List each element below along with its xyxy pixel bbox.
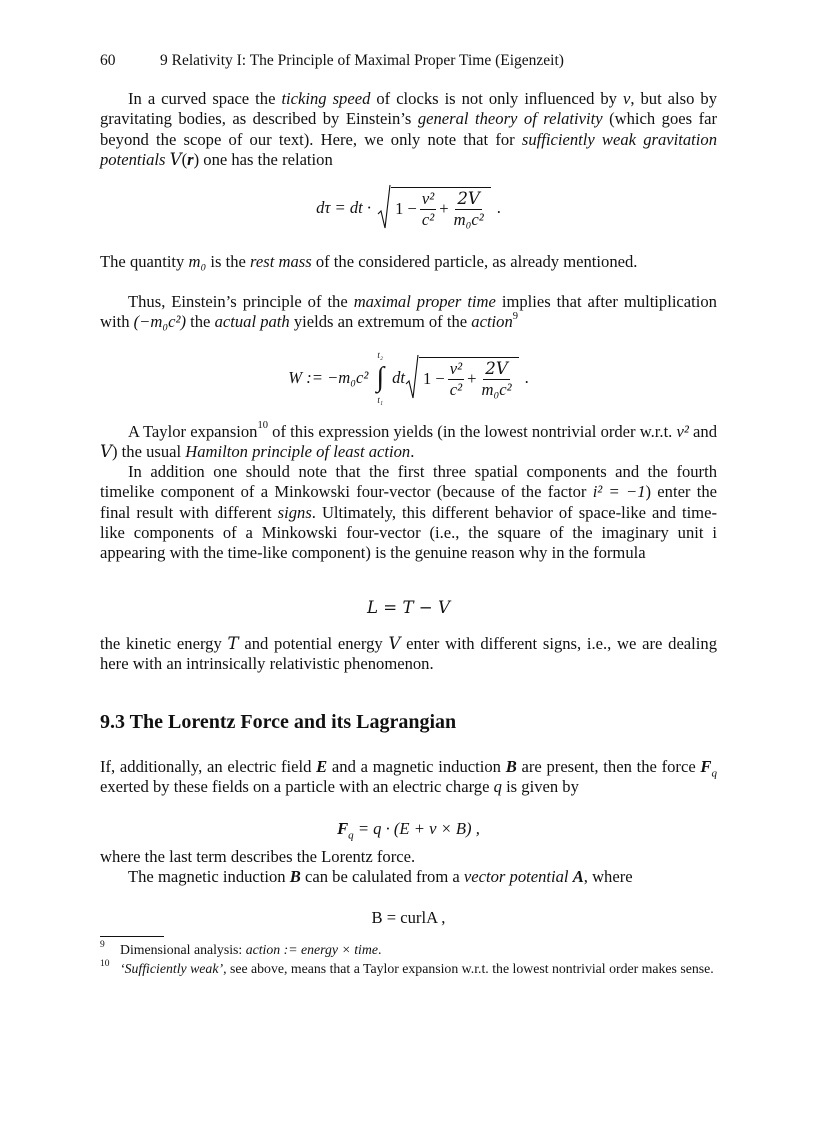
equation-proper-time: dτ = dt · 1 − $\frac{\text{v²}}{\text{c²}}$ + $\frac{2V}{\text{m₀c²}}$ . xyxy=(100,184,717,232)
paragraph-kinetic-potential: the kinetic energy T and potential energy V enter with different signs, i.e., we are dealing here with an intrinsically relativistic phenomenon. xyxy=(100,634,717,674)
paragraph-maximal-proper-time: Thus, Einstein’s principle of the maximal proper time implies that after multiplication with (−m₀c²) the actual path yields an extremum of the action$^9$ xyxy=(100,292,717,332)
footnote-ref-9[interactable]: 9 xyxy=(512,310,519,322)
paragraph-curved-space: In a curved space the ticking speed of clocks is not only influenced by v, but also by gravitating bodies, as described by Einstein’s general theory of relativity (which goes far beyond the scope of our text). Here, we only note that for sufficiently weak gravitation potentials V(r) one has the relation xyxy=(100,89,718,169)
footnote-ref-10[interactable]: 10 xyxy=(257,420,268,432)
running-head-title: 9 Relativity I: The Principle of Maximal Proper Time (Eigenzeit) xyxy=(160,52,564,69)
paragraph-minkowski: In addition one should note that the first three spatial components and the fourth timelike component of a Minkowski four-vector (because of the factor i² = −1) enter the final result with different signs. Ultimately, this different behavior of space-like and time-like components of a Minkowski four-vector (i.e., the square of the imaginary unit i appearing with the time-like component) is the genuine reason why in the formula xyxy=(100,462,717,563)
equation-curl: B = curlA , xyxy=(371,908,446,927)
paragraph-lorentz-term: where the last term describes the Lorentz force. xyxy=(100,847,416,866)
paragraph-rest-mass: The quantity m₀ is the rest mass of the considered particle, as already mentioned. xyxy=(100,252,638,271)
equation-action: W := −m₀c² t₂ ∫ t₁ dt 1 − $\frac{\text{v²}}{\text{c²}}$ + $\frac{2V}{\text{m₀c²}}$ . xyxy=(288,350,529,405)
sqrt-sign xyxy=(377,184,391,232)
paragraph-vector-potential: The magnetic induction B can be calulated from a vector potential A, where xyxy=(128,867,633,886)
footnote-divider xyxy=(100,936,164,937)
paragraph-fields: If, additionally, an electric field E and a magnetic induction B are present, then the force $F_q$ exerted by these fields on a particle with an electric charge q is given by xyxy=(100,757,717,797)
sqrt-sign xyxy=(405,354,419,402)
paragraph-taylor-expansion: A Taylor expansion$^{10}$ of this expression yields (in the lowest nontrivial order w.r.t. v² and V) the usual Hamilton principle of least action. xyxy=(100,420,717,462)
integral-sign: ∫ xyxy=(376,362,385,393)
section-heading: 9.3 The Lorentz Force and its Lagrangian xyxy=(100,711,457,733)
equation-lorentz-force: $F_q = q \cdot (E + v \times B)$ , xyxy=(337,819,480,842)
equation-lagrangian: L = T − V xyxy=(367,598,450,617)
page-number: 60 xyxy=(100,52,116,69)
